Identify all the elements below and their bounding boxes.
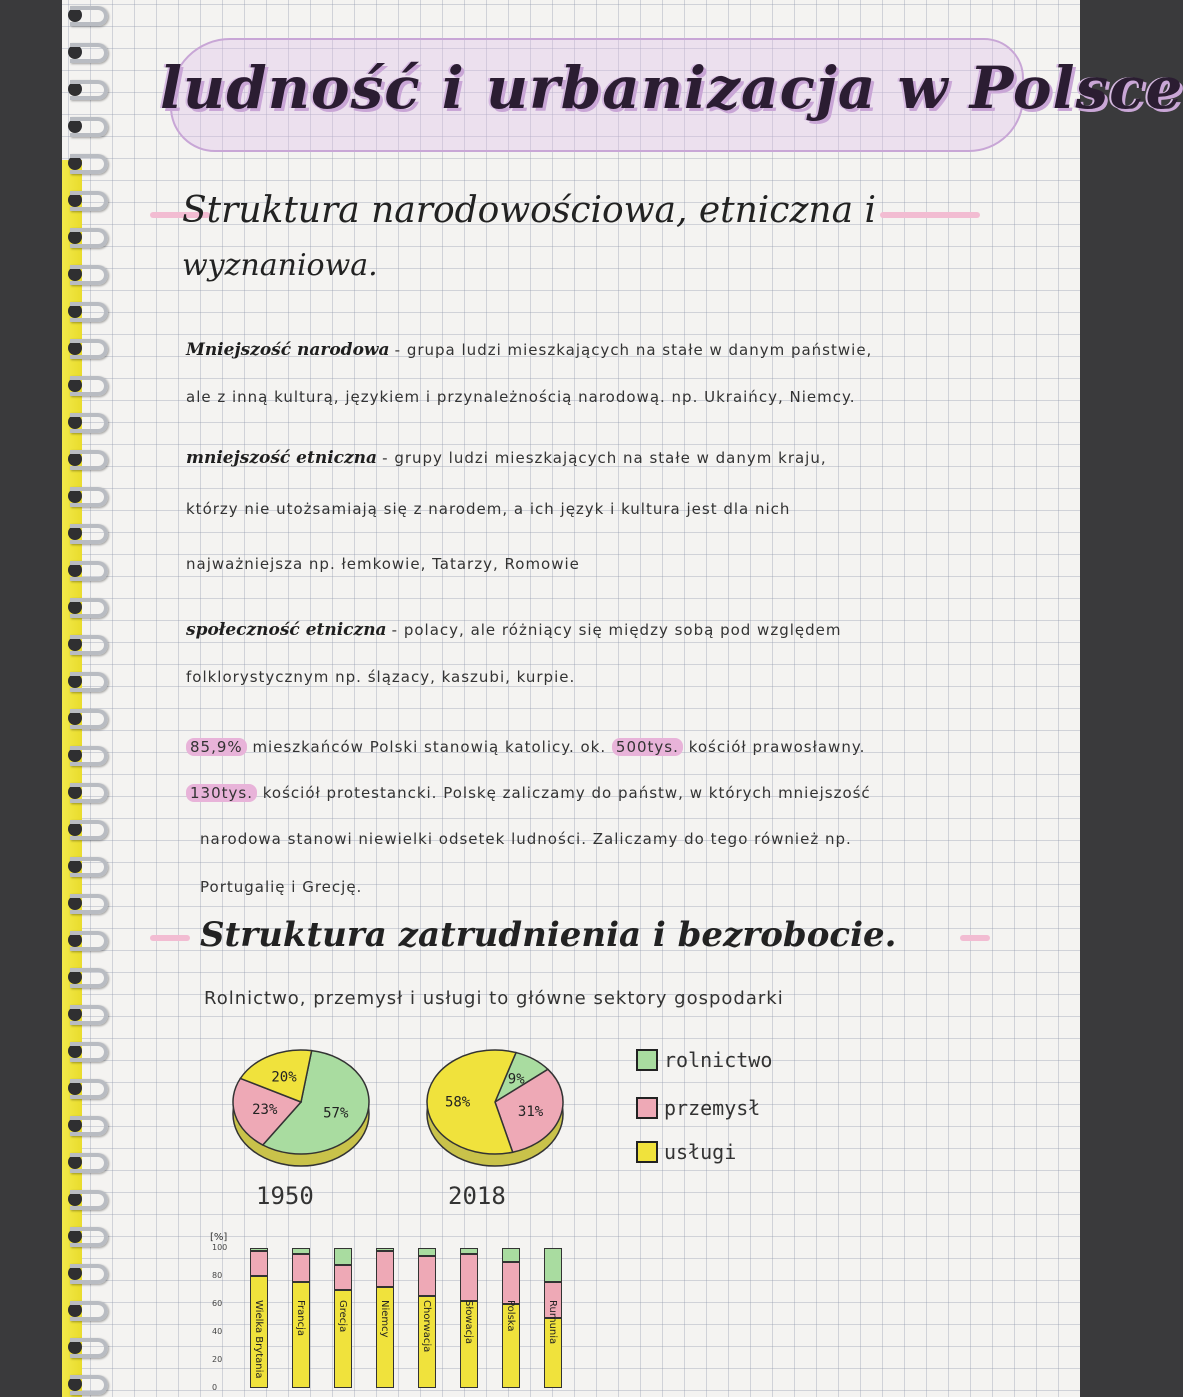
legend-item-rolnictwo — [636, 1048, 772, 1072]
religion-text: mieszkańców Polski stanowią katolicy. ok. — [252, 738, 607, 756]
definition-text: - grupy ludzi mieszkających na stałe w danym kraju, — [382, 449, 827, 467]
pie-label: 9% — [507, 1071, 525, 1088]
bar-segment-rolnictwo — [502, 1248, 520, 1262]
term-national-minority: Mniejszość narodowa — [186, 340, 390, 360]
spiral-ring — [70, 894, 108, 914]
section-heading-structure-line1: Struktura narodowościowa, etniczna i — [182, 190, 877, 231]
religion-text-line3: narodowa stanowi niewielki odsetek ludności. Zaliczamy do tego również np. — [200, 830, 852, 848]
bar-segment-rolnictwo — [376, 1248, 394, 1251]
highlight-protestant-count: 130tys. — [186, 784, 257, 802]
spiral-ring — [70, 857, 108, 877]
legend-swatch-yellow — [636, 1141, 658, 1163]
spiral-ring — [70, 191, 108, 211]
heading-underline — [150, 935, 190, 941]
bar-category-label: Rumunia — [547, 1300, 558, 1345]
spiral-ring — [70, 709, 108, 729]
bar-segment-przemysł — [334, 1265, 352, 1290]
spiral-ring — [70, 1190, 108, 1210]
spiral-ring — [70, 524, 108, 544]
paragraph-ethnic-minority — [186, 448, 827, 468]
bar-segment-rolnictwo — [544, 1248, 562, 1282]
legend-label: przemysł — [664, 1096, 761, 1120]
spiral-ring — [70, 117, 108, 137]
spiral-ring — [70, 43, 108, 63]
bar-category-label: Wielka Brytania — [253, 1300, 264, 1379]
bar-segment-rolnictwo — [292, 1248, 310, 1254]
spiral-ring — [70, 228, 108, 248]
spiral-ring — [70, 820, 108, 840]
spiral-ring — [70, 80, 108, 100]
spiral-ring — [70, 265, 108, 285]
religion-text-line4: Portugalię i Grecję. — [200, 878, 363, 896]
pie-year-2018: 2018 — [448, 1182, 506, 1210]
bar-segment-przemysł — [376, 1251, 394, 1287]
y-tick-label: 20 — [212, 1355, 223, 1364]
bar-segment-rolnictwo — [418, 1248, 436, 1256]
paragraph-national-minority — [186, 340, 872, 360]
pie-label: 57% — [323, 1105, 349, 1122]
religion-text: kościół protestancki. Polskę zaliczamy do państw, w których mniejszość — [262, 784, 871, 802]
paragraph-ethnic-community — [186, 620, 841, 640]
y-tick-label: 80 — [212, 1271, 223, 1280]
spiral-ring — [70, 1264, 108, 1284]
bar-segment-rolnictwo — [250, 1248, 268, 1251]
heading-underline — [880, 212, 980, 218]
section-heading-employment: Struktura zatrudnienia i bezrobocie. — [200, 915, 897, 955]
term-ethnic-community: społeczność etniczna — [186, 620, 387, 640]
spiral-ring — [70, 931, 108, 951]
spiral-ring — [70, 1227, 108, 1247]
legend-swatch-pink — [636, 1097, 658, 1119]
bar-segment-przemysł — [292, 1254, 310, 1282]
spiral-ring — [70, 450, 108, 470]
bar-segment-przemysł — [418, 1256, 436, 1295]
bar-segment-przemysł — [460, 1254, 478, 1302]
definition-text: najważniejsza np. łemkowie, Tatarzy, Romowie — [186, 555, 580, 573]
bar-segment-przemysł — [502, 1262, 520, 1304]
definition-text: ale z inną kulturą, językiem i przynależnością narodową. np. Ukraińcy, Niemcy. — [186, 388, 856, 406]
bar-segment-rolnictwo — [334, 1248, 352, 1265]
religion-text: kościół prawosławny. — [688, 738, 866, 756]
bar-category-label: Grecja — [337, 1300, 348, 1333]
y-tick-label: 60 — [212, 1299, 223, 1308]
bar-segment-przemysł — [250, 1251, 268, 1276]
religion-text-line2 — [186, 784, 871, 802]
section-heading-structure-line2: wyznaniowa. — [182, 248, 378, 283]
legend-item-przemysl — [636, 1096, 760, 1120]
paragraph-religion — [186, 738, 865, 756]
y-tick-label: 40 — [212, 1327, 223, 1336]
heading-underline — [960, 935, 990, 941]
bar-category-label: Niemcy — [379, 1300, 390, 1338]
spiral-ring — [70, 672, 108, 692]
y-tick-label: 0 — [212, 1383, 218, 1392]
bar-segment-rolnictwo — [460, 1248, 478, 1254]
spiral-ring — [70, 783, 108, 803]
spiral-binding — [0, 0, 120, 1397]
legend-label: rolnictwo — [664, 1048, 773, 1072]
bar-category-label: Polska — [505, 1300, 516, 1332]
spiral-ring — [70, 1079, 108, 1099]
spiral-ring — [70, 154, 108, 174]
pie-label: 20% — [271, 1069, 297, 1086]
pie-label: 23% — [252, 1102, 278, 1119]
page-title: ludność i urbanizacja w Polsce — [160, 54, 1183, 122]
spiral-ring — [70, 1005, 108, 1025]
legend-item-uslugi — [636, 1140, 736, 1164]
spiral-ring — [70, 1301, 108, 1321]
spiral-ring — [70, 746, 108, 766]
spiral-ring — [70, 1153, 108, 1173]
spiral-ring — [70, 487, 108, 507]
pie-year-1950: 1950 — [256, 1182, 314, 1210]
spiral-ring — [70, 1375, 108, 1395]
y-tick-label: 100 — [212, 1243, 228, 1252]
bar-category-label: Francja — [295, 1300, 306, 1337]
highlight-orthodox-count: 500tys. — [612, 738, 683, 756]
spiral-ring — [70, 339, 108, 359]
legend-swatch-green — [636, 1049, 658, 1071]
stacked-bar-chart — [200, 1232, 600, 1397]
spiral-ring — [70, 1116, 108, 1136]
bar-category-label: Chorwacja — [421, 1300, 432, 1353]
definition-text: folklorystycznym np. ślązacy, kaszubi, kurpie. — [186, 668, 576, 686]
spiral-ring — [70, 598, 108, 618]
spiral-ring — [70, 6, 108, 26]
spiral-ring — [70, 376, 108, 396]
pie-chart-1950 — [226, 1040, 386, 1180]
definition-text: którzy nie utożsamiają się z narodem, a ich język i kultura jest dla nich — [186, 500, 791, 518]
pie-label: 58% — [444, 1094, 471, 1111]
spiral-ring — [70, 968, 108, 988]
definition-text: - grupa ludzi mieszkających na stałe w danym państwie, — [394, 341, 873, 359]
pie-label: 31% — [517, 1103, 544, 1120]
term-ethnic-minority: mniejszość etniczna — [186, 448, 378, 468]
employment-intro: Rolnictwo, przemysł i usługi to główne sektory gospodarki — [204, 988, 784, 1009]
legend-label: usługi — [664, 1140, 737, 1164]
spiral-ring — [70, 635, 108, 655]
spiral-ring — [70, 561, 108, 581]
y-axis-unit: [%] — [210, 1232, 228, 1243]
bar-category-label: Słowacja — [463, 1300, 474, 1345]
spiral-ring — [70, 1042, 108, 1062]
spiral-ring — [70, 413, 108, 433]
definition-text: - polacy, ale różniący się między sobą pod względem — [391, 621, 842, 639]
highlight-catholic-percent: 85,9% — [186, 738, 247, 756]
spiral-ring — [70, 302, 108, 322]
spiral-ring — [70, 1338, 108, 1358]
pie-chart-2018 — [420, 1040, 580, 1180]
